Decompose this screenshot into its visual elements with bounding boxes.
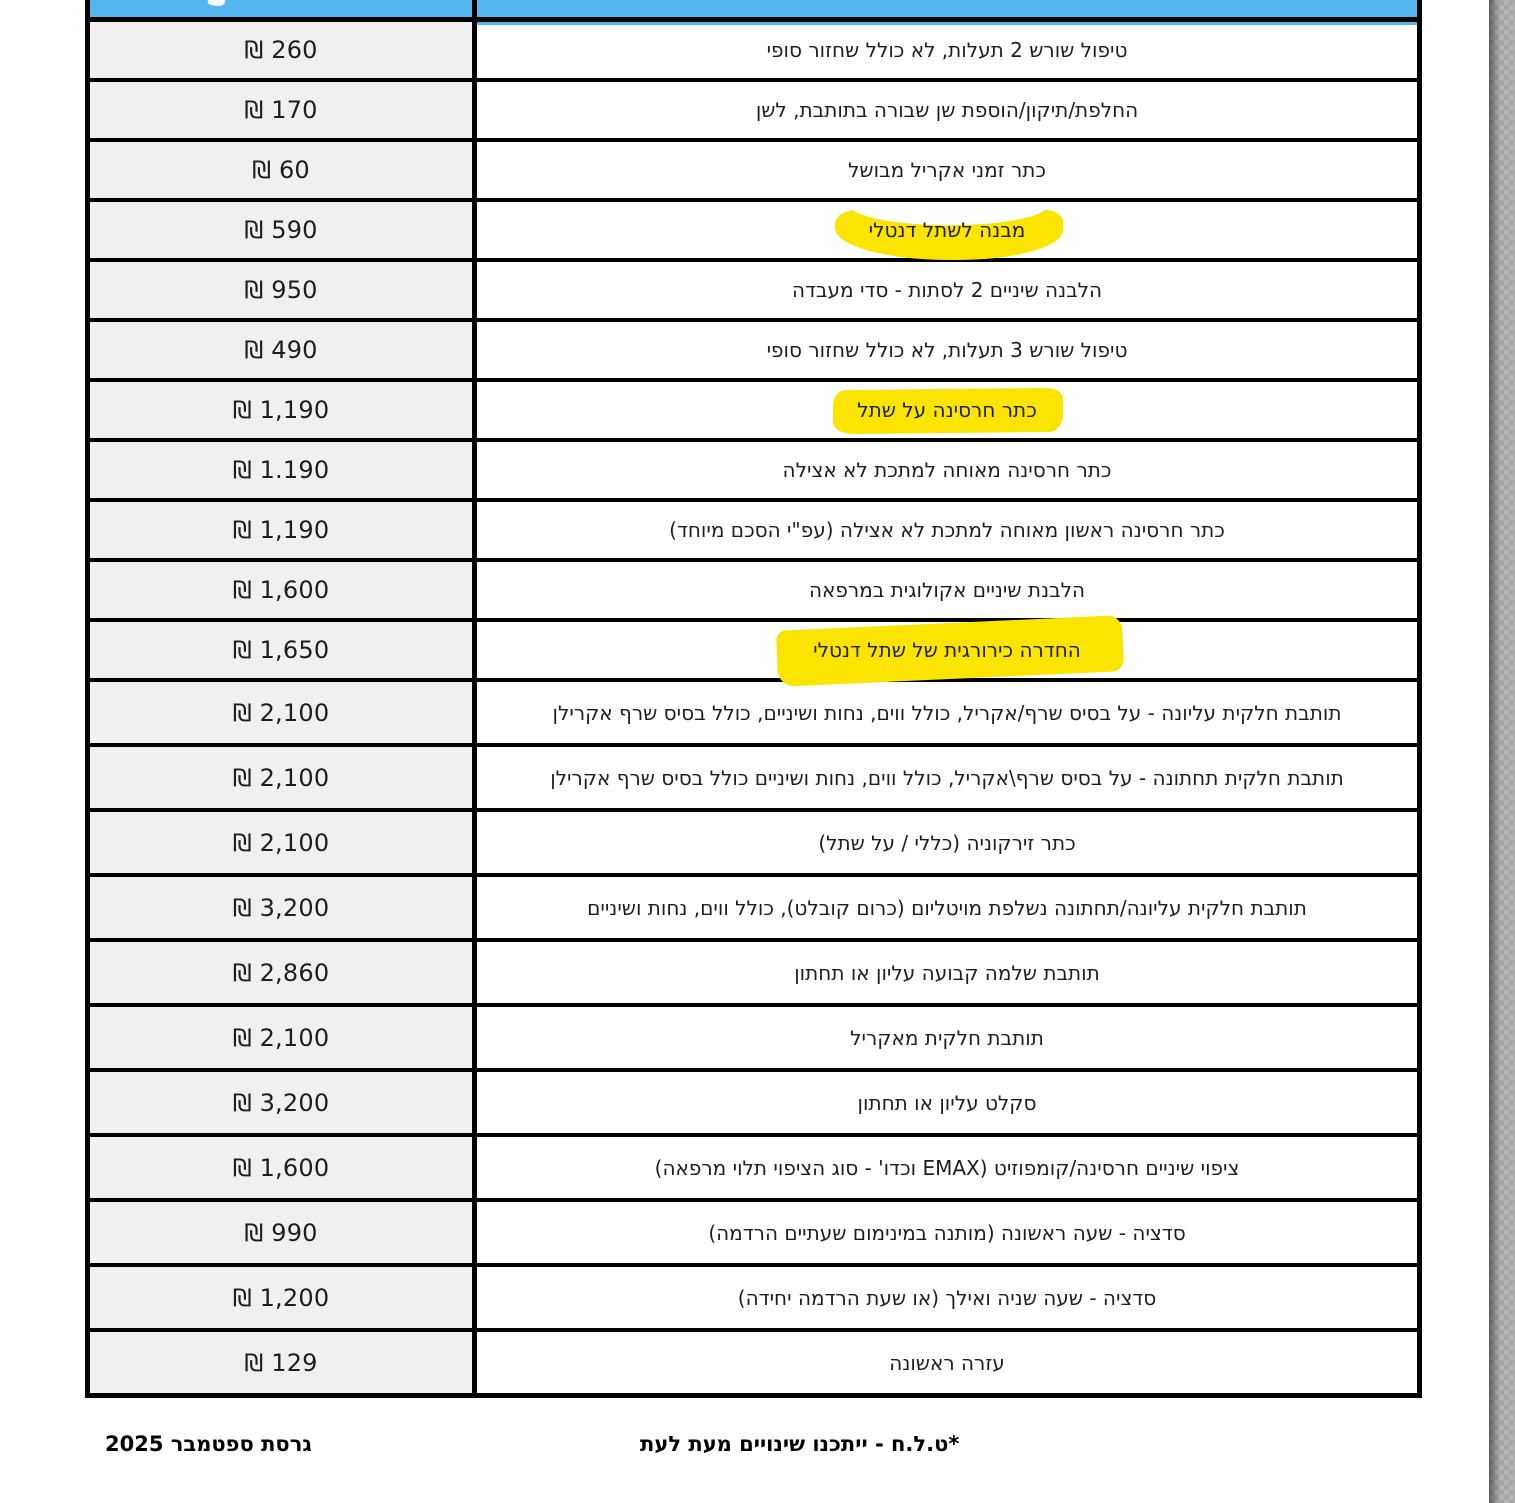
table-row xyxy=(90,747,1417,812)
description-cell: תותבת שלמה קבועה עליון או תחתון xyxy=(794,960,1100,985)
description-cell: סדציה - שעה ראשונה (מותנה במינימום שעתיים הרדמה) xyxy=(708,1220,1186,1245)
table-row xyxy=(90,562,1417,622)
description-cell xyxy=(477,382,1417,438)
highlight-marker: כתר חרסינה על שתל xyxy=(849,398,1045,422)
table-row xyxy=(90,322,1417,382)
description-cell: טיפול שורש 3 תעלות, לא כולל שחזור סופי xyxy=(766,338,1128,362)
disclaimer-note: *ט.ל.ח - ייתכנו שינויים מעת לעת xyxy=(640,1432,960,1456)
description-cell: סקלט עליון או תחתון xyxy=(857,1090,1037,1115)
table-row xyxy=(90,382,1417,442)
price-cell: 950 ₪ xyxy=(90,262,477,318)
table-row xyxy=(90,682,1417,747)
price-cell: 3,200 ₪ xyxy=(90,877,477,938)
table-row xyxy=(90,82,1417,142)
table-row xyxy=(90,442,1417,502)
table-row xyxy=(90,1007,1417,1072)
description-cell: כתר זמני אקריל מבושל xyxy=(848,158,1046,182)
table-row xyxy=(90,142,1417,202)
price-table-body xyxy=(90,22,1417,1398)
price-cell: 2,100 ₪ xyxy=(90,682,477,743)
price-cell: 2,100 ₪ xyxy=(90,747,477,808)
price-cell: 1,200 ₪ xyxy=(90,1267,477,1328)
description-cell xyxy=(477,202,1417,258)
price-cell: 1,650 ₪ xyxy=(90,622,477,678)
table-row xyxy=(90,1072,1417,1137)
description-cell: ציפוי שיניים חרסינה/קומפוזיט (EMAX וכדו' - סוג הציפוי תלוי מרפאה) xyxy=(654,1155,1240,1180)
table-row xyxy=(90,877,1417,942)
price-cell: 60 ₪ xyxy=(90,142,477,198)
description-cell: סדציה - שעה שניה ואילך (או שעת הרדמה יחידה) xyxy=(737,1285,1157,1310)
description-cell: טיפול שורש 2 תעלות, לא כולל שחזור סופי xyxy=(766,38,1128,62)
cropped-header-text-fragment xyxy=(207,0,226,8)
price-cell: 260 ₪ xyxy=(90,22,477,78)
price-cell: 1,190 ₪ xyxy=(90,382,477,438)
description-cell: תותבת חלקית עליונה - על בסיס שרף/אקריל, כולל ווים, נחות ושיניים, כולל בסיס שרף אקרילן xyxy=(552,700,1342,725)
price-cell: 2,100 ₪ xyxy=(90,1007,477,1068)
description-cell xyxy=(477,622,1417,678)
header-description-cell xyxy=(477,0,1417,17)
price-cell: 1,190 ₪ xyxy=(90,502,477,558)
table-row xyxy=(90,202,1417,262)
table-row xyxy=(90,262,1417,322)
table-row xyxy=(90,502,1417,562)
price-cell: 1.190 ₪ xyxy=(90,442,477,498)
price-cell: 1,600 ₪ xyxy=(90,562,477,618)
price-cell: 170 ₪ xyxy=(90,82,477,138)
price-cell: 590 ₪ xyxy=(90,202,477,258)
description-cell: הלבנה שיניים 2 לסתות - סדי מעבדה xyxy=(791,278,1103,302)
description-cell: תותבת חלקית מאקריל xyxy=(850,1025,1044,1050)
description-cell: תותבת חלקית עליונה/תחתונה נשלפת מויטליום (כרום קובלט), כולל ווים, נחות ושיניים xyxy=(587,895,1307,920)
price-cell: 2,860 ₪ xyxy=(90,942,477,1003)
table-row xyxy=(90,1332,1417,1398)
price-cell: 490 ₪ xyxy=(90,322,477,378)
description-cell: תותבת חלקית תחתונה - על בסיס שרף\אקריל, כולל ווים, נחות ושיניים כולל בסיס שרף אקרילן xyxy=(550,765,1344,790)
price-cell: 129 ₪ xyxy=(90,1332,477,1393)
price-cell: 1,600 ₪ xyxy=(90,1137,477,1198)
table-row xyxy=(90,1202,1417,1267)
description-cell: החלפת/תיקון/הוספת שן שבורה בתותבת, לשן xyxy=(755,98,1139,122)
highlight-marker: מבנה לשתל דנטלי xyxy=(861,218,1034,242)
table-row xyxy=(90,1267,1417,1332)
description-cell: כתר זירקוניה (כללי / על שתל) xyxy=(818,830,1076,855)
price-cell: 990 ₪ xyxy=(90,1202,477,1263)
table-row xyxy=(90,22,1417,82)
table-header-row xyxy=(90,0,1417,22)
description-cell: כתר חרסינה ראשון מאוחה למתכת לא אצילה (עפ"י הסכם מיוחד) xyxy=(669,518,1225,542)
description-cell: הלבנת שיניים אקולוגית במרפאה xyxy=(808,578,1086,602)
table-row xyxy=(90,622,1417,682)
price-cell: 2,100 ₪ xyxy=(90,812,477,873)
table-row xyxy=(90,812,1417,877)
price-cell: 3,200 ₪ xyxy=(90,1072,477,1133)
version-note: גרסת ספטמבר 2025 xyxy=(105,1432,312,1456)
description-cell: כתר חרסינה מאוחה למתכת לא אצילה xyxy=(782,458,1112,482)
table-row xyxy=(90,942,1417,1007)
price-table xyxy=(85,0,1422,1398)
right-gutter-strip xyxy=(1489,0,1515,1503)
highlight-marker: החדרה כירורגית של שתל דנטלי xyxy=(805,638,1089,662)
description-cell: עזרה ראשונה xyxy=(889,1350,1005,1375)
table-row xyxy=(90,1137,1417,1202)
header-price-cell xyxy=(90,0,477,17)
